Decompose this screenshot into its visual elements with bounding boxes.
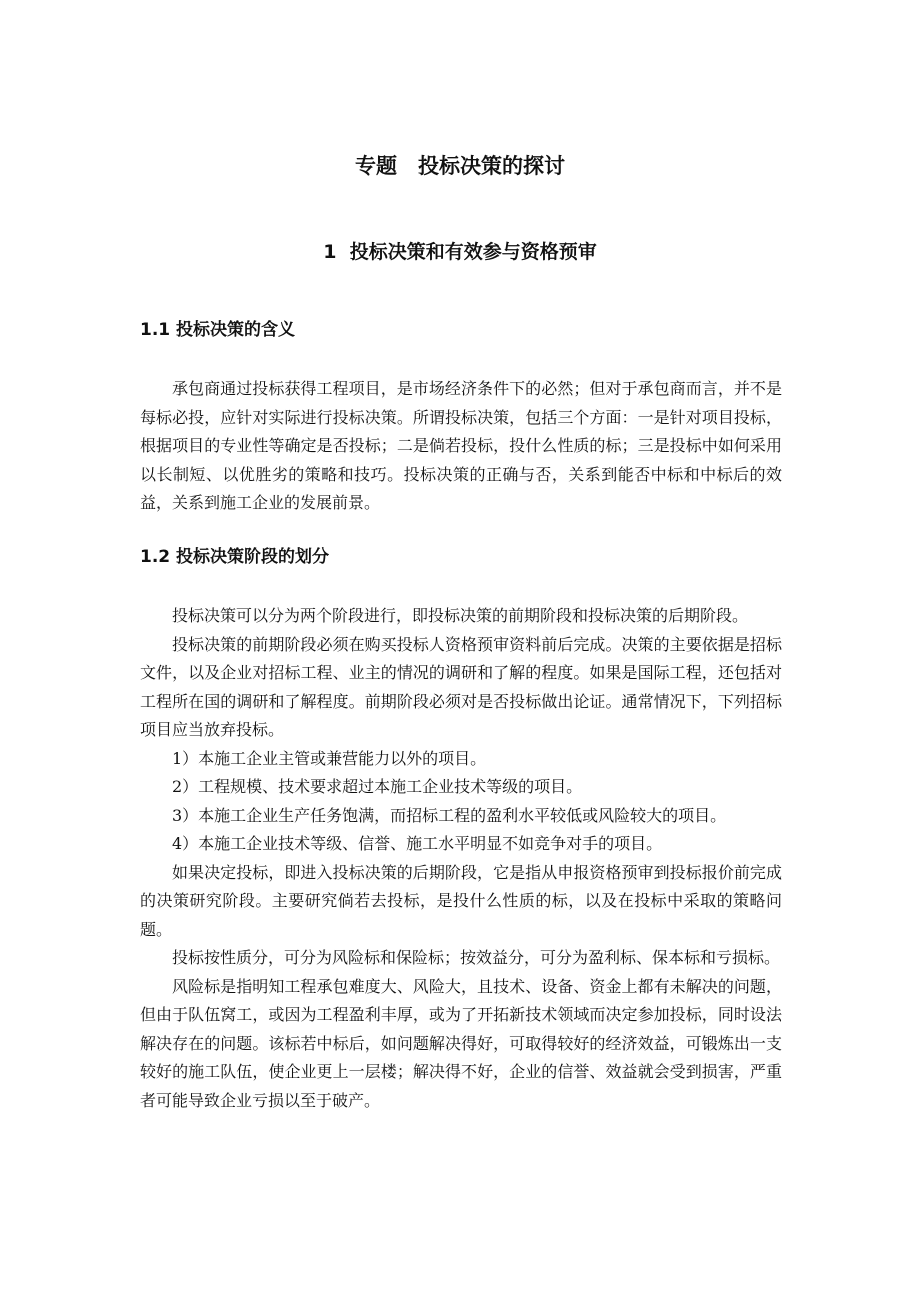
paragraph: 投标决策的前期阶段必须在购买投标人资格预审资料前后完成。决策的主要依据是招标文件，以及企业对招标工程、业主的情况的调研和了解的程度。如果是国际工程，还包括对工程所在国的调研和了解程度。前期阶段必须对是否投标做出论证。通常情况下，下列招标项目应当放弃投标。 xyxy=(140,634,782,739)
list-item: 1）本施工企业主管或兼营能力以外的项目。 xyxy=(172,748,487,768)
list-item: 4）本施工企业技术等级、信誉、施工水平明显不如竞争对手的项目。 xyxy=(172,834,663,853)
paragraph: 投标决策可以分为两个阶段进行，即投标决策的前期阶段和投标决策的后期阶段。 xyxy=(172,606,749,625)
paragraph: 风险标是指明知工程承包难度大、风险大，且技术、设备、资金上都有未解决的问题，但由于队伍窝工，或因为工程盈利丰厚，或为了开拓新技术领域而决定参加投标，同时设法解决存在的问题。该标若中标后，如问题解决得好，可取得较好的经济效益，可锻炼出一支较好的施工队伍，使企业更上一层楼；解决得不好，企业的信誉、效益就会受到损害，严重者可能导致企业亏损以至于破产。 xyxy=(140,976,782,1110)
subsection-heading-1-1: 1.1 投标决策的含义 xyxy=(140,320,296,340)
list-item: 3）本施工企业生产任务饱满，而招标工程的盈利水平较低或风险较大的项目。 xyxy=(172,805,727,825)
paragraph: 投标按性质分，可分为风险标和保险标；按效益分，可分为盈利标、保本标和亏损标。 xyxy=(172,948,781,967)
subsection-1-2-body xyxy=(140,602,782,1115)
list-item: 2）工程规模、技术要求超过本施工企业技术等级的项目。 xyxy=(172,777,583,796)
paragraph: 如果决定投标，即进入投标决策的后期阶段，它是指从申报资格预审到投标报价前完成的决策研究阶段。主要研究倘若去投标，是投什么性质的标，以及在投标中采取的策略问题。 xyxy=(140,862,782,939)
document-title: 专题 投标决策的探讨 xyxy=(355,154,565,178)
subsection-1-1-body xyxy=(140,375,782,518)
paragraph: 承包商通过投标获得工程项目，是市场经济条件下的必然；但对于承包商而言，并不是每标必投，应针对实际进行投标决策。所谓投标决策，包括三个方面：一是针对项目投标，根据项目的专业性等确定是否投标；二是倘若投标，投什么性质的标；三是投标中如何采用以长制短、以优胜劣的策略和技巧。投标决策的正确与否，关系到能否中标和中标后的效益，关系到施工企业的发展前景。 xyxy=(140,379,782,512)
subsection-heading-1-2: 1.2 投标决策阶段的划分 xyxy=(140,547,330,567)
section-heading-1: 1 投标决策和有效参与资格预审 xyxy=(323,241,597,263)
